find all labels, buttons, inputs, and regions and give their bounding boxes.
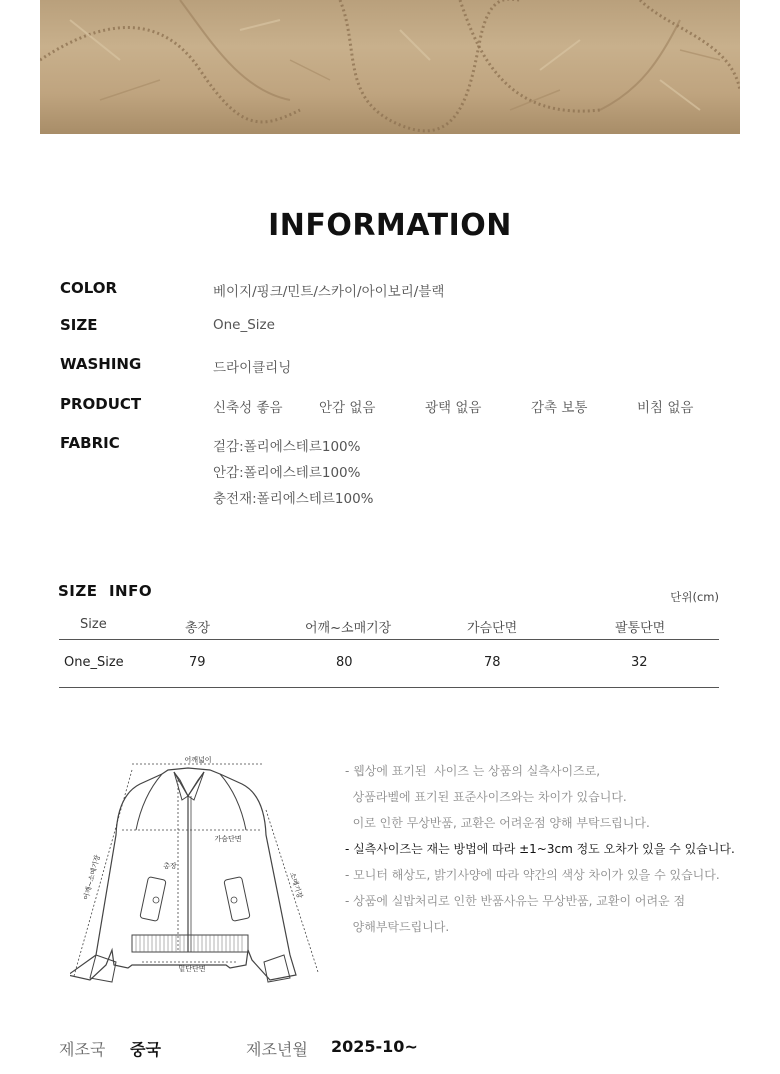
col-header-size: Size <box>80 617 107 632</box>
size-info-title: SIZE INFO <box>58 582 153 600</box>
product-attr-texture: 감촉 보통 <box>531 400 588 416</box>
jacket-measurement-diagram <box>70 750 330 1004</box>
fabric-outer: 겉감:폴리에스테르100% <box>213 439 361 455</box>
section-title: INFORMATION <box>268 208 512 243</box>
note-line-3: 이로 인한 무상반품, 교환은 어려운점 양해 부탁드립니다. <box>345 816 650 830</box>
shoulder-measure-label: 어깨넓이 <box>184 756 212 764</box>
fabric-lining: 안감:폴리에스테르100% <box>213 465 361 481</box>
product-attr-stretch: 신축성 좋음 <box>213 400 283 416</box>
manufacture-date-value: 2025-10~ <box>331 1037 418 1056</box>
product-attr-sheer: 비침 없음 <box>637 400 694 416</box>
product-attr-lining: 안감 없음 <box>319 400 376 416</box>
fabric-label: FABRIC <box>60 434 120 452</box>
col-header-sleeve-width: 팔통단면 <box>615 621 666 636</box>
note-line-4: - 실측사이즈는 재는 방법에 따라 ±1~3cm 정도 오차가 있을 수 있습니다. <box>345 842 735 856</box>
note-line-7: 양해부탁드립니다. <box>345 920 450 934</box>
unit-label: 단위(cm) <box>670 590 719 604</box>
size-label: SIZE <box>60 316 98 334</box>
cell-size: One_Size <box>64 655 124 670</box>
col-header-shoulder-sleeve: 어깨~소매기장 <box>305 621 392 636</box>
origin-value: 중국 <box>130 1040 161 1059</box>
col-header-chest: 가슴단면 <box>467 621 518 636</box>
fabric-filling: 충전재:폴리에스테르100% <box>213 491 374 507</box>
chest-measure-label: 가슴단면 <box>214 835 242 843</box>
col-header-length: 총장 <box>185 621 211 636</box>
info-size-row <box>60 316 740 340</box>
cell-sleeve-width: 32 <box>631 655 648 670</box>
cell-length: 79 <box>189 655 206 670</box>
cell-shoulder-sleeve: 80 <box>336 655 353 670</box>
sleeve-measure-label: 소매기장 <box>287 871 304 900</box>
note-line-1: - 웹상에 표기된 사이즈 는 상품의 실측사이즈로, <box>345 764 601 778</box>
cell-chest: 78 <box>484 655 501 670</box>
table-header-divider <box>59 639 719 640</box>
info-fabric-row <box>60 434 740 514</box>
hem-measure-label: 밑단단면 <box>178 965 206 973</box>
length-measure-label: 총장 <box>163 862 177 870</box>
color-value: 베이지/핑크/민트/스카이/아이보리/블랙 <box>213 284 445 300</box>
manufacture-date-label: 제조년월 <box>246 1040 308 1059</box>
info-washing-row <box>60 355 740 379</box>
origin-label: 제조국 <box>59 1040 106 1059</box>
washing-label: WASHING <box>60 355 142 373</box>
washing-value: 드라이클리닝 <box>213 360 292 376</box>
info-product-row <box>60 395 740 419</box>
product-attr-gloss: 광택 없음 <box>425 400 482 416</box>
note-line-6: - 상품에 실밥처리로 인한 반품사유는 무상반품, 교환이 어려운 점 <box>345 894 686 908</box>
shoulder-sleeve-measure-label: 어깨~소매기장 <box>82 854 102 901</box>
info-color-row <box>60 279 740 303</box>
color-label: COLOR <box>60 279 118 297</box>
product-fabric-photo <box>40 0 740 134</box>
note-line-5: - 모니터 해상도, 밝기사양에 따라 약간의 색상 차이가 있을 수 있습니다. <box>345 868 720 882</box>
product-label: PRODUCT <box>60 395 142 413</box>
table-bottom-divider <box>59 687 719 688</box>
size-value: One_Size <box>213 317 275 333</box>
note-line-2: 상품라벨에 표기된 표준사이즈와는 차이가 있습니다. <box>345 790 627 804</box>
